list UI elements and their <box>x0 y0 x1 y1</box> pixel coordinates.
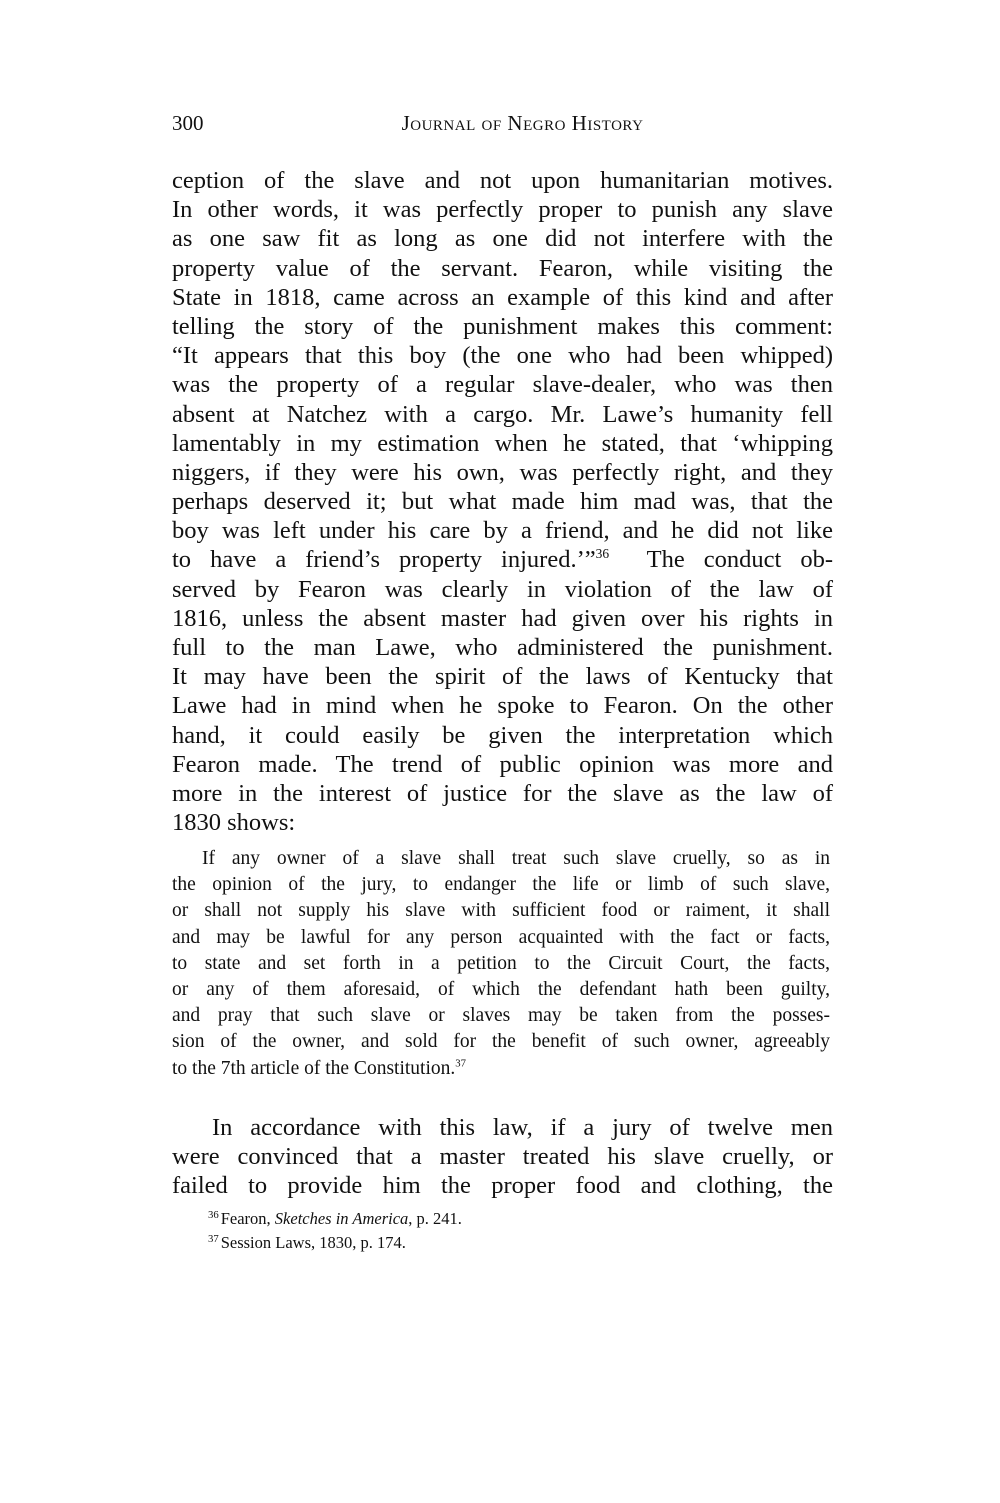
quote-line: to state and set forth in a petition to the Circuit Court, the facts, <box>172 952 830 974</box>
text-line: It may have been the spirit of the laws of Kentucky that <box>172 663 833 691</box>
paragraph-2 <box>172 1113 833 1201</box>
text-line: hand, it could easily be given the interpretation which <box>172 721 833 749</box>
text-line: was the property of a regular slave-dealer, who was then <box>172 371 833 399</box>
text-line-with-footnote <box>172 545 833 574</box>
quote-line: the opinion of the jury, to endanger the life or limb of such slave, <box>172 874 830 896</box>
block-quote <box>172 846 830 1082</box>
text-segment: to have a friend’s property injured.’” <box>172 546 596 574</box>
text-line: niggers, if they were his own, was perfectly right, and they <box>172 458 833 486</box>
footnote-title: Sketches in America <box>274 1209 409 1228</box>
text-line: 1816, unless the absent master had given over his rights in <box>172 604 833 632</box>
running-head: Journal of Negro History <box>401 111 644 135</box>
quote-line: If any owner of a slave shall treat such slave cruelly, so as in <box>202 848 830 869</box>
text-line: 1830 shows: <box>172 809 296 837</box>
footnote-author: Fearon, <box>220 1209 275 1228</box>
footnotes <box>208 1207 808 1255</box>
text-line: In accordance with this law, if a jury of twelve men <box>212 1114 833 1141</box>
text-line: State in 1818, came across an example of this kind and after <box>172 283 833 311</box>
quote-line: and may be lawful for any person acquainted with the fact or facts, <box>172 926 830 948</box>
text-segment: The conduct ob- <box>609 546 833 574</box>
text-line: lamentably in my estimation when he stated, that ‘whipping <box>172 429 833 457</box>
footnote-36 <box>208 1207 808 1231</box>
text-segment: to the 7th article of the Constitution. <box>172 1057 456 1079</box>
footnote-number: 37 <box>208 1232 219 1245</box>
text-line: perhaps deserved it; but what made him mad was, that the <box>172 488 833 516</box>
text-line: as one saw fit as long as one did not interfere with the <box>172 225 833 253</box>
text-line: full to the man Lawe, who administered the punishment. <box>172 634 833 661</box>
text-line: “It appears that this boy (the one who had been whipped) <box>172 342 833 370</box>
text-line: ception of the slave and not upon humanitarian motives. <box>172 167 833 194</box>
text-line: more in the interest of justice for the slave as the law of <box>172 779 833 807</box>
text-line: served by Fearon was clearly in violation of the law of <box>172 575 833 603</box>
footnote-rest: , p. 241. <box>408 1209 462 1228</box>
text-line: boy was left under his care by a friend, and he did not like <box>172 517 833 545</box>
text-line: were convinced that a master treated his slave cruelly, or <box>172 1143 833 1171</box>
quote-line: or shall not supply his slave with sufficient food or raiment, it shall <box>172 900 830 922</box>
quote-line-with-footnote <box>172 1056 830 1082</box>
text-line: Lawe had in mind when he spoke to Fearon. On the other <box>172 692 833 720</box>
footnote-37 <box>208 1231 808 1255</box>
text-line: failed to provide him the proper food and clothing, the <box>172 1172 833 1200</box>
footnote-text: Session Laws, 1830, p. 174. <box>220 1233 406 1252</box>
text-line: Fearon made. The trend of public opinion was more and <box>172 750 833 778</box>
text-line: absent at Natchez with a cargo. Mr. Lawe’s humanity fell <box>172 400 833 428</box>
text-line: telling the story of the punishment makes this comment: <box>172 312 833 340</box>
footnote-ref-37[interactable]: 37 <box>455 1057 466 1069</box>
quote-line: sion of the owner, and sold for the benefit of such owner, agreeably <box>172 1031 830 1053</box>
footnote-ref-36[interactable]: 36 <box>595 546 610 562</box>
text-line: In other words, it was perfectly proper to punish any slave <box>172 196 833 224</box>
text-line: property value of the servant. Fearon, while visiting the <box>172 254 833 282</box>
page-header <box>172 111 833 141</box>
page-number: 300 <box>172 111 204 135</box>
quote-line: or any of them aforesaid, of which the defendant hath been guilty, <box>172 978 830 1000</box>
paragraph-1 <box>172 166 833 837</box>
quote-line: and pray that such slave or slaves may be taken from the posses- <box>172 1005 830 1027</box>
footnote-number: 36 <box>208 1208 219 1221</box>
